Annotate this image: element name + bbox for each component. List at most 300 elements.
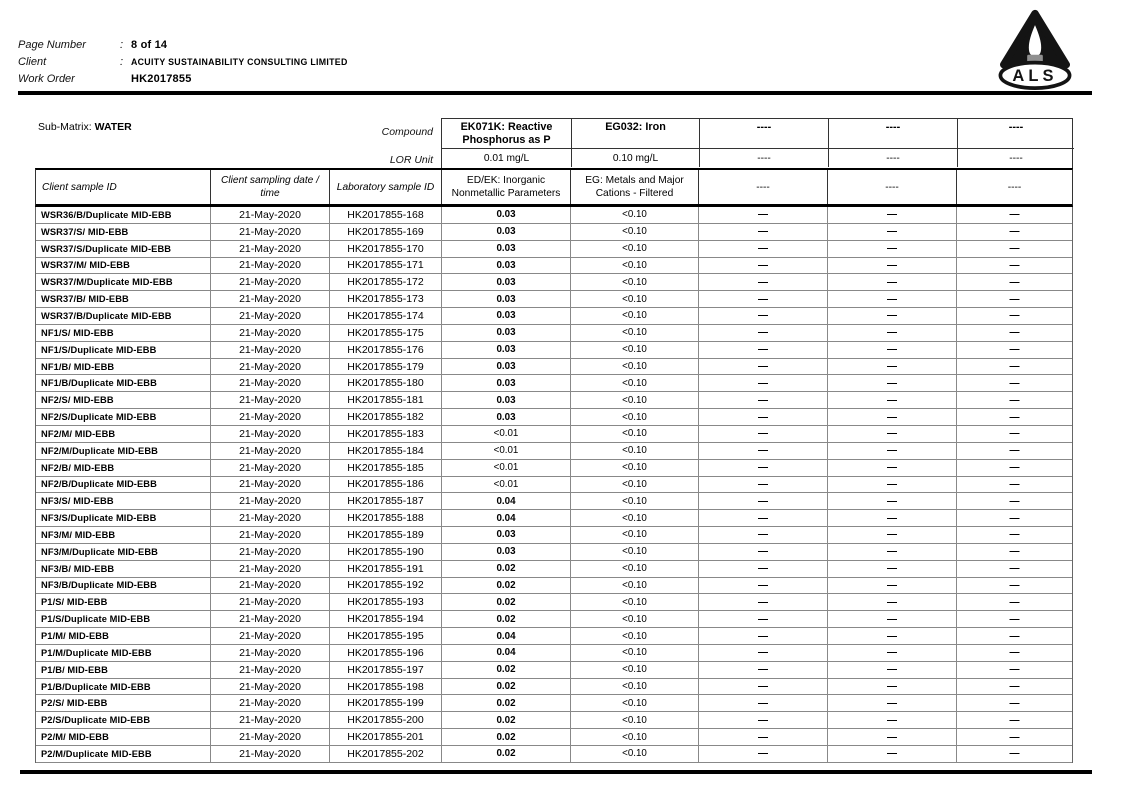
- result-cell: —: [698, 695, 827, 711]
- result-cell: 0.03: [441, 207, 570, 223]
- result-cell: <0.01: [441, 477, 570, 493]
- client-sample-id: WSR37/B/ MID-EBB: [41, 294, 129, 305]
- lab-sample-id: HK2017855-196: [329, 645, 441, 661]
- lor-unit-corner-label: LOR Unit: [389, 154, 433, 166]
- als-logo-icon: [992, 7, 1078, 91]
- compound-name: EG032: Iron: [571, 119, 699, 148]
- result-cell: —: [956, 325, 1072, 341]
- client-sample-id: NF3/M/ MID-EBB: [41, 529, 116, 540]
- result-cell: —: [827, 679, 956, 695]
- result-cell: —: [698, 561, 827, 577]
- result-cell: 0.02: [441, 578, 570, 594]
- table-row: [36, 611, 1072, 628]
- result-cell: —: [698, 544, 827, 560]
- result-cell: —: [827, 409, 956, 425]
- table-row: [36, 679, 1072, 696]
- result-cell: —: [956, 241, 1072, 257]
- result-cell: —: [698, 477, 827, 493]
- result-cell: —: [827, 375, 956, 391]
- table-row: [36, 561, 1072, 578]
- result-cell: <0.10: [570, 510, 698, 526]
- lab-sample-id: HK2017855-189: [329, 527, 441, 543]
- work-order-label: Work Order: [18, 73, 75, 85]
- lab-sample-id: HK2017855-193: [329, 594, 441, 610]
- result-cell: 0.02: [441, 746, 570, 762]
- result-cell: —: [827, 224, 956, 240]
- lab-sample-id: HK2017855-174: [329, 308, 441, 324]
- lab-sample-id: HK2017855-183: [329, 426, 441, 442]
- result-cell: —: [827, 561, 956, 577]
- sampling-date: 21-May-2020: [210, 527, 329, 543]
- result-cell: —: [698, 409, 827, 425]
- result-cell: 0.03: [441, 325, 570, 341]
- result-cell: —: [956, 342, 1072, 358]
- result-cell: —: [698, 527, 827, 543]
- table-row: [36, 695, 1072, 712]
- page-number-value: 8 of 14: [131, 39, 168, 51]
- client-value: ACUITY SUSTAINABILITY CONSULTING LIMITED: [131, 57, 348, 67]
- result-cell: <0.10: [570, 662, 698, 678]
- lab-sample-id: HK2017855-200: [329, 712, 441, 728]
- result-cell: 0.02: [441, 662, 570, 678]
- result-cell: —: [956, 561, 1072, 577]
- table-row: [36, 258, 1072, 275]
- result-cell: —: [698, 712, 827, 728]
- result-cell: 0.02: [441, 594, 570, 610]
- client-sample-id: P1/B/Duplicate MID-EBB: [41, 681, 151, 692]
- result-cell: 0.03: [441, 375, 570, 391]
- sampling-date: 21-May-2020: [210, 258, 329, 274]
- result-cell: 0.04: [441, 510, 570, 526]
- result-cell: <0.10: [570, 746, 698, 762]
- result-cell: <0.10: [570, 241, 698, 257]
- sampling-date: 21-May-2020: [210, 645, 329, 661]
- result-cell: —: [827, 695, 956, 711]
- result-cell: —: [827, 342, 956, 358]
- result-cell: <0.10: [570, 679, 698, 695]
- result-cell: <0.10: [570, 409, 698, 425]
- result-cell: 0.03: [441, 258, 570, 274]
- client-sample-id: P1/M/Duplicate MID-EBB: [41, 647, 152, 658]
- colon: :: [120, 56, 124, 68]
- result-cell: —: [698, 342, 827, 358]
- result-cell: —: [698, 729, 827, 745]
- table-row: [36, 477, 1072, 494]
- result-cell: —: [827, 594, 956, 610]
- header-divider-rule: [18, 91, 1092, 95]
- table-row: [36, 342, 1072, 359]
- result-cell: —: [698, 308, 827, 324]
- column-header-row: [35, 168, 1073, 207]
- client-sample-id: NF3/S/ MID-EBB: [41, 496, 114, 507]
- result-cell: —: [956, 426, 1072, 442]
- method-group: EG: Metals and Major Cations - Filtered: [570, 170, 698, 204]
- table-row: [36, 746, 1072, 763]
- work-order-row: [18, 73, 348, 90]
- result-cell: <0.10: [570, 561, 698, 577]
- client-sample-id: P1/M/ MID-EBB: [41, 631, 109, 642]
- result-cell: —: [698, 258, 827, 274]
- result-cell: <0.10: [570, 477, 698, 493]
- result-cell: —: [698, 291, 827, 307]
- lab-sample-id: HK2017855-197: [329, 662, 441, 678]
- result-cell: <0.10: [570, 695, 698, 711]
- result-cell: <0.10: [570, 392, 698, 408]
- lab-sample-id: HK2017855-198: [329, 679, 441, 695]
- result-cell: —: [956, 746, 1072, 762]
- result-cell: <0.10: [570, 493, 698, 509]
- work-order-value: HK2017855: [131, 73, 192, 85]
- result-cell: <0.10: [570, 308, 698, 324]
- result-cell: —: [956, 628, 1072, 644]
- result-cell: —: [698, 325, 827, 341]
- result-cell: —: [827, 510, 956, 526]
- table-row: [36, 460, 1072, 477]
- compound-name: EK071K: Reactive Phosphorus as P: [460, 121, 553, 146]
- client-row: [18, 56, 348, 73]
- table-row: [36, 628, 1072, 645]
- result-cell: —: [698, 224, 827, 240]
- result-cell: —: [956, 392, 1072, 408]
- table-row: [36, 359, 1072, 376]
- result-cell: —: [956, 527, 1072, 543]
- lab-sample-id: HK2017855-199: [329, 695, 441, 711]
- compound-lor-unit: ----: [957, 148, 1074, 167]
- client-sample-id: P1/S/ MID-EBB: [41, 597, 108, 608]
- sampling-date: 21-May-2020: [210, 443, 329, 459]
- sampling-date: 21-May-2020: [210, 611, 329, 627]
- page-number-row: [18, 39, 348, 56]
- result-cell: 0.02: [441, 679, 570, 695]
- result-cell: —: [827, 359, 956, 375]
- lab-sample-id: HK2017855-179: [329, 359, 441, 375]
- client-sample-id: NF2/M/ MID-EBB: [41, 428, 116, 439]
- sampling-date: 21-May-2020: [210, 409, 329, 425]
- result-cell: —: [698, 207, 827, 223]
- result-cell: —: [956, 274, 1072, 290]
- result-cell: <0.10: [570, 291, 698, 307]
- lab-sample-id: HK2017855-194: [329, 611, 441, 627]
- sampling-date: 21-May-2020: [210, 224, 329, 240]
- sampling-date: 21-May-2020: [210, 308, 329, 324]
- client-sample-id: P2/S/ MID-EBB: [41, 698, 108, 709]
- client-sample-id: NF2/B/Duplicate MID-EBB: [41, 479, 157, 490]
- lab-sample-id: HK2017855-170: [329, 241, 441, 257]
- lab-sample-id: HK2017855-186: [329, 477, 441, 493]
- lab-sample-id: HK2017855-175: [329, 325, 441, 341]
- result-cell: 0.02: [441, 712, 570, 728]
- sampling-date: 21-May-2020: [210, 392, 329, 408]
- result-cell: —: [698, 375, 827, 391]
- client-sample-id: WSR37/M/Duplicate MID-EBB: [41, 277, 173, 288]
- client-sample-id: NF1/B/ MID-EBB: [41, 361, 115, 372]
- lab-sample-id: HK2017855-192: [329, 578, 441, 594]
- lab-sample-id: HK2017855-180: [329, 375, 441, 391]
- result-cell: 0.02: [441, 611, 570, 627]
- result-cell: —: [698, 746, 827, 762]
- result-cell: —: [698, 594, 827, 610]
- result-cell: —: [698, 241, 827, 257]
- lab-sample-id: HK2017855-173: [329, 291, 441, 307]
- table-row: [36, 544, 1072, 561]
- table-row: [36, 426, 1072, 443]
- sampling-date: 21-May-2020: [210, 544, 329, 560]
- compound-name: ----: [957, 119, 1074, 148]
- result-cell: —: [827, 258, 956, 274]
- result-cell: 0.03: [441, 527, 570, 543]
- result-cell: <0.10: [570, 527, 698, 543]
- result-cell: —: [827, 460, 956, 476]
- client-sample-id: NF2/M/Duplicate MID-EBB: [41, 445, 158, 456]
- result-cell: <0.10: [570, 224, 698, 240]
- result-cell: —: [827, 443, 956, 459]
- result-cell: —: [827, 527, 956, 543]
- result-cell: —: [956, 375, 1072, 391]
- sampling-date: 21-May-2020: [210, 291, 329, 307]
- method-group: ----: [956, 170, 1072, 204]
- result-cell: —: [956, 460, 1072, 476]
- result-cell: —: [956, 224, 1072, 240]
- result-cell: —: [827, 308, 956, 324]
- table-row: [36, 274, 1072, 291]
- result-cell: —: [956, 729, 1072, 745]
- lab-sample-id: HK2017855-201: [329, 729, 441, 745]
- table-row: [36, 291, 1072, 308]
- result-cell: 0.03: [441, 409, 570, 425]
- lab-sample-id: HK2017855-176: [329, 342, 441, 358]
- lab-sample-id: HK2017855-184: [329, 443, 441, 459]
- result-cell: 0.03: [441, 274, 570, 290]
- sampling-date: 21-May-2020: [210, 477, 329, 493]
- result-cell: 0.04: [441, 628, 570, 644]
- compound-lor-unit: 0.10 mg/L: [571, 148, 699, 167]
- result-cell: —: [698, 611, 827, 627]
- result-cell: —: [698, 510, 827, 526]
- lab-sample-id: HK2017855-168: [329, 207, 441, 223]
- lab-sample-id: HK2017855-181: [329, 392, 441, 408]
- sampling-date: 21-May-2020: [210, 359, 329, 375]
- colon: :: [120, 39, 124, 51]
- client-sample-id: NF3/B/Duplicate MID-EBB: [41, 580, 157, 591]
- client-sample-id: WSR36/B/Duplicate MID-EBB: [41, 209, 172, 220]
- result-cell: <0.10: [570, 594, 698, 610]
- result-cell: 0.03: [441, 359, 570, 375]
- client-sample-id-header: Client sample ID: [42, 181, 117, 193]
- result-cell: —: [698, 493, 827, 509]
- table-body: [35, 207, 1073, 763]
- result-cell: —: [827, 712, 956, 728]
- client-sample-id: NF2/S/Duplicate MID-EBB: [41, 412, 157, 423]
- sampling-date: 21-May-2020: [210, 578, 329, 594]
- result-cell: <0.10: [570, 729, 698, 745]
- result-cell: <0.01: [441, 460, 570, 476]
- result-cell: —: [827, 493, 956, 509]
- als-logo: [992, 7, 1078, 91]
- table-row: [36, 662, 1072, 679]
- client-sample-id: P2/M/ MID-EBB: [41, 732, 109, 743]
- table-row: [36, 712, 1072, 729]
- compound-name: ----: [828, 119, 957, 148]
- sub-matrix-value: WATER: [94, 121, 132, 133]
- result-cell: 0.02: [441, 729, 570, 745]
- result-cell: <0.10: [570, 443, 698, 459]
- table-row: [36, 375, 1072, 392]
- result-cell: 0.02: [441, 561, 570, 577]
- client-sample-id: WSR37/B/Duplicate MID-EBB: [41, 310, 172, 321]
- sampling-date: 21-May-2020: [210, 746, 329, 762]
- table-row: [36, 578, 1072, 595]
- sampling-date: 21-May-2020: [210, 342, 329, 358]
- result-cell: —: [956, 493, 1072, 509]
- result-cell: 0.03: [441, 392, 570, 408]
- table-row: [36, 224, 1072, 241]
- result-cell: <0.10: [570, 578, 698, 594]
- compound-lor-unit: ----: [699, 148, 828, 167]
- result-cell: 0.03: [441, 342, 570, 358]
- result-cell: —: [698, 645, 827, 661]
- sampling-date: 21-May-2020: [210, 207, 329, 223]
- lab-sample-id: HK2017855-171: [329, 258, 441, 274]
- result-cell: —: [698, 460, 827, 476]
- result-cell: —: [956, 662, 1072, 678]
- client-sample-id: NF3/S/Duplicate MID-EBB: [41, 513, 157, 524]
- result-cell: <0.01: [441, 426, 570, 442]
- sampling-date: 21-May-2020: [210, 325, 329, 341]
- result-cell: <0.10: [570, 712, 698, 728]
- page-number-label: Page Number: [18, 39, 86, 51]
- result-cell: —: [698, 662, 827, 678]
- table-row: [36, 308, 1072, 325]
- result-cell: —: [698, 392, 827, 408]
- lab-sample-id: HK2017855-191: [329, 561, 441, 577]
- result-cell: —: [827, 729, 956, 745]
- compound-corner-label: Compound: [381, 126, 433, 138]
- table-row: [36, 409, 1072, 426]
- table-row: [36, 241, 1072, 258]
- result-cell: —: [956, 409, 1072, 425]
- result-cell: <0.10: [570, 628, 698, 644]
- sampling-date: 21-May-2020: [210, 594, 329, 610]
- method-group: ----: [698, 170, 827, 204]
- table-row: [36, 645, 1072, 662]
- result-cell: —: [827, 426, 956, 442]
- result-cell: 0.03: [441, 544, 570, 560]
- result-cell: —: [698, 578, 827, 594]
- lab-sample-id: HK2017855-172: [329, 274, 441, 290]
- result-cell: —: [956, 544, 1072, 560]
- result-cell: —: [698, 679, 827, 695]
- results-table: [35, 118, 1073, 764]
- result-cell: <0.10: [570, 258, 698, 274]
- sampling-date: 21-May-2020: [210, 729, 329, 745]
- sampling-date: 21-May-2020: [210, 628, 329, 644]
- result-cell: —: [956, 258, 1072, 274]
- result-cell: —: [956, 611, 1072, 627]
- table-row: [36, 493, 1072, 510]
- lab-sample-id: HK2017855-187: [329, 493, 441, 509]
- sampling-date: 21-May-2020: [210, 561, 329, 577]
- lab-sample-id-header: Laboratory sample ID: [329, 170, 441, 204]
- client-label: Client: [18, 56, 47, 68]
- result-cell: —: [956, 477, 1072, 493]
- compound-name: ----: [699, 119, 828, 148]
- sampling-date: 21-May-2020: [210, 493, 329, 509]
- page-bottom-rule: [20, 770, 1092, 774]
- sampling-date: 21-May-2020: [210, 375, 329, 391]
- sampling-date: 21-May-2020: [210, 274, 329, 290]
- client-sample-id: P2/S/Duplicate MID-EBB: [41, 715, 151, 726]
- result-cell: <0.10: [570, 342, 698, 358]
- result-cell: —: [827, 611, 956, 627]
- result-cell: <0.10: [570, 645, 698, 661]
- result-cell: —: [956, 679, 1072, 695]
- result-cell: —: [827, 241, 956, 257]
- table-row: [36, 527, 1072, 544]
- sampling-date: 21-May-2020: [210, 662, 329, 678]
- result-cell: 0.02: [441, 695, 570, 711]
- result-cell: <0.10: [570, 460, 698, 476]
- result-cell: —: [827, 645, 956, 661]
- sampling-date: 21-May-2020: [210, 510, 329, 526]
- result-cell: —: [956, 594, 1072, 610]
- table-row: [36, 392, 1072, 409]
- result-cell: <0.10: [570, 426, 698, 442]
- result-cell: —: [698, 443, 827, 459]
- sampling-date: 21-May-2020: [210, 679, 329, 695]
- result-cell: —: [827, 274, 956, 290]
- client-sample-id: P1/B/ MID-EBB: [41, 664, 108, 675]
- table-row: [36, 510, 1072, 527]
- result-cell: —: [698, 426, 827, 442]
- client-sample-id: P2/M/Duplicate MID-EBB: [41, 748, 152, 759]
- result-cell: —: [956, 291, 1072, 307]
- result-cell: —: [827, 578, 956, 594]
- result-cell: <0.10: [570, 359, 698, 375]
- compound-lor-unit: 0.01 mg/L: [442, 148, 571, 167]
- result-cell: —: [956, 308, 1072, 324]
- sampling-date-header: Client sampling date / time: [210, 170, 329, 204]
- client-sample-id: NF1/S/ MID-EBB: [41, 327, 114, 338]
- result-cell: <0.10: [570, 325, 698, 341]
- lab-sample-id: HK2017855-169: [329, 224, 441, 240]
- table-row: [36, 594, 1072, 611]
- table-row: [36, 443, 1072, 460]
- sub-matrix-label: Sub-Matrix:: [38, 121, 95, 133]
- result-cell: 0.04: [441, 493, 570, 509]
- sampling-date: 21-May-2020: [210, 426, 329, 442]
- result-cell: <0.10: [570, 375, 698, 391]
- client-sample-id: NF2/B/ MID-EBB: [41, 462, 115, 473]
- result-cell: —: [956, 359, 1072, 375]
- client-sample-id: WSR37/S/ MID-EBB: [41, 226, 129, 237]
- client-sample-id: WSR37/S/Duplicate MID-EBB: [41, 243, 172, 254]
- result-cell: <0.10: [570, 207, 698, 223]
- table-row: [36, 729, 1072, 746]
- als-logo-text: ALS: [1012, 67, 1058, 86]
- result-cell: —: [827, 291, 956, 307]
- result-cell: <0.10: [570, 611, 698, 627]
- result-cell: —: [956, 443, 1072, 459]
- client-sample-id: NF1/B/Duplicate MID-EBB: [41, 378, 157, 389]
- method-group: ----: [827, 170, 956, 204]
- compound-lor-unit: ----: [828, 148, 957, 167]
- result-cell: —: [827, 325, 956, 341]
- client-sample-id: NF2/S/ MID-EBB: [41, 395, 114, 406]
- result-cell: —: [698, 274, 827, 290]
- table-row: [36, 325, 1072, 342]
- lab-sample-id: HK2017855-185: [329, 460, 441, 476]
- result-cell: 0.03: [441, 241, 570, 257]
